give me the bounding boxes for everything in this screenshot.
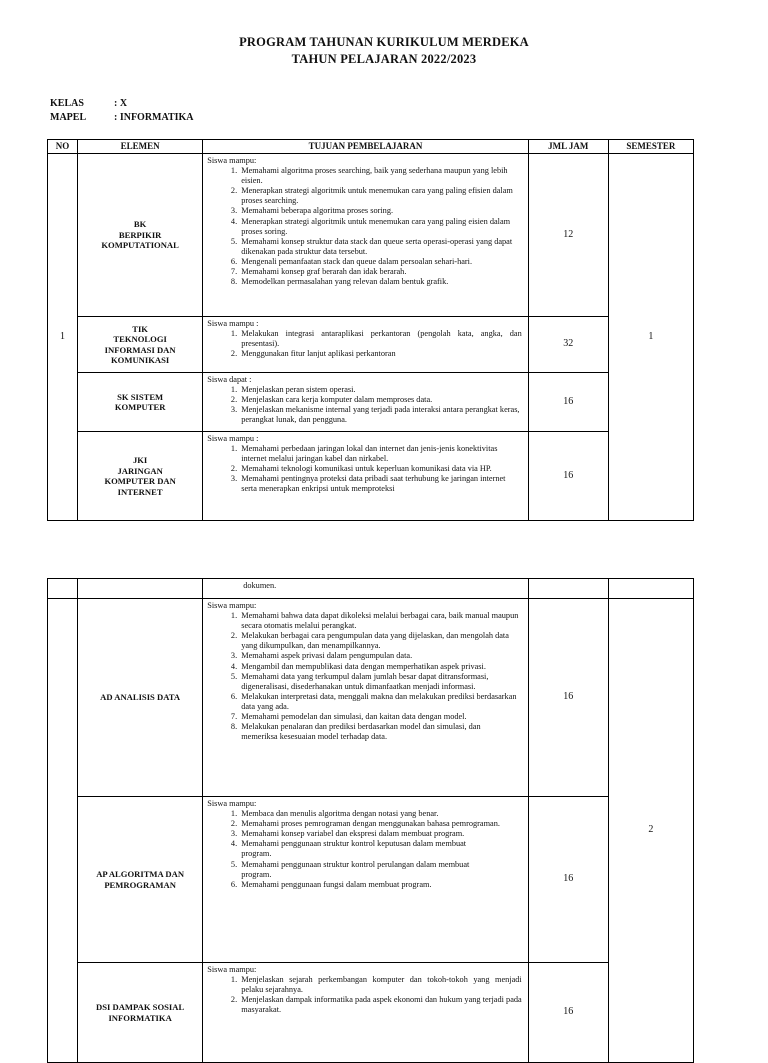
table-row: [48, 154, 694, 317]
document-subtitle: TAHUN PELAJARAN 2022/2023: [291, 52, 477, 66]
tujuan-cell: [203, 373, 529, 432]
tujuan-list-item: 2. Menerapkan strategi algoritmik untuk menemukan cara yang paling efisien dalam proses searching.: [239, 186, 522, 206]
table-row: [48, 432, 694, 521]
elemen-cell: SK SISTEM KOMPUTER: [78, 373, 203, 432]
tujuan-list-item: 3. Memahami aspek privasi dalam pengumpulan data.: [239, 651, 522, 661]
elemen-cell: JKI JARINGAN KOMPUTER DAN INTERNET: [78, 432, 203, 521]
mapel-label: MAPEL: [50, 112, 87, 123]
elemen-cell: DSI DAMPAK SOSIAL INFORMATIKA: [78, 963, 203, 1063]
row-number: 1: [48, 154, 78, 521]
tujuan-list-item: 1. Membaca dan menulis algoritma dengan notasi yang benar.: [239, 809, 522, 819]
table-row: [48, 579, 694, 599]
jml-jam-cell: 12: [528, 154, 608, 317]
tujuan-list: [207, 385, 522, 425]
tujuan-cell: [203, 963, 529, 1063]
tujuan-list-item: 4. Mengambil dan mempublikasi data dengan memperhatikan aspek privasi.: [239, 662, 522, 672]
meta-kelas: [50, 98, 127, 109]
tujuan-list-item: 7. Memahami konsep graf berarah dan idak berarah.: [239, 267, 522, 277]
table-row: [48, 963, 694, 1063]
table-row: [48, 599, 694, 797]
tujuan-intro: Siswa dapat :: [207, 375, 252, 384]
table-row: [48, 373, 694, 432]
tujuan-list-item: 1. Menjelaskan peran sistem operasi.: [239, 385, 522, 395]
tujuan-intro: Siswa mampu:: [207, 601, 257, 610]
tujuan-list-item: 1. Memahami bahwa data dapat dikoleksi melalui berbagai cara, baik manual maupun secara otomatis melalui perangkat.: [239, 611, 522, 631]
elemen-cell: TIK TEKNOLOGI INFORMASI DAN KOMUNIKASI: [78, 317, 203, 373]
elemen-cell: AD ANALISIS DATA: [78, 599, 203, 797]
elemen-cell: BK BERPIKIR KOMPUTATIONAL: [78, 154, 203, 317]
header-tujuan: TUJUAN PEMBELAJARAN: [203, 140, 529, 154]
table-row: [48, 797, 694, 963]
tujuan-list-item: 5. Memahami konsep struktur data stack dan queue serta operasi-operasi yang dapat dikenakan pada struktur data tersebut.: [239, 237, 522, 257]
tujuan-list-item: 5. Memahami penggunaan struktur kontrol perulangan dalam membuat program.: [239, 860, 522, 880]
jml-jam-cell: 16: [528, 797, 608, 963]
mapel-value: : INFORMATIKA: [114, 112, 194, 123]
program-table-page1: [47, 139, 694, 521]
tujuan-list-item: 2. Menjelaskan cara kerja komputer dalam memproses data.: [239, 395, 522, 405]
empty-cell: [528, 579, 608, 599]
tujuan-list-item: 4. Memahami penggunaan struktur kontrol keputusan dalam membuat program.: [239, 839, 522, 859]
tujuan-intro: Siswa mampu:: [207, 965, 257, 974]
tujuan-cell: [203, 154, 529, 317]
tujuan-list-item: 8. Memodelkan permasalahan yang relevan dalam bentuk grafik.: [239, 277, 522, 287]
tujuan-list-item: 1. Memahami algoritma proses searching, baik yang sederhana maupun yang lebih eisien.: [239, 166, 522, 186]
header-jml-jam: JML JAM: [528, 140, 608, 154]
tujuan-list-item: 3. Menjelaskan mekanisme internal yang terjadi pada interaksi antara perangkat keras, perangkat lunak, dan pengguna.: [239, 405, 522, 425]
document-title: PROGRAM TAHUNAN KURIKULUM MERDEKA: [239, 35, 529, 49]
tujuan-list-item: 6. Melakukan interpretasi data, menggali makna dan melakukan prediksi berdasarkan data yang ada.: [239, 692, 522, 712]
tujuan-intro: Siswa mampu :: [207, 434, 259, 443]
empty-cell: [608, 579, 693, 599]
tujuan-list-item: 3. Memahami konsep variabel dan ekspresi dalam membuat program.: [239, 829, 522, 839]
program-table-page2: [47, 578, 694, 1063]
header-elemen: ELEMEN: [78, 140, 203, 154]
tujuan-list-item: 3. Memahami beberapa algoritma proses soring.: [239, 206, 522, 216]
tujuan-cell: [203, 317, 529, 373]
jml-jam-cell: 16: [528, 373, 608, 432]
tujuan-list-item: 2. Menjelaskan dampak informatika pada aspek ekonomi dan hukum yang terjadi pada masyarakat.: [239, 995, 522, 1015]
continuation-text: dokumen.: [203, 579, 529, 599]
jml-jam-cell: 32: [528, 317, 608, 373]
empty-cell: [48, 579, 78, 599]
tujuan-list-item: 1. Melakukan integrasi antaraplikasi perkantoran (pengolah kata, angka, dan presentasi).: [239, 329, 522, 349]
tujuan-list-item: 5. Memahami data yang terkumpul dalam jumlah besar dapat ditransformasi, digeneralisasi, disederhanakan untuk dimanfaatkan menjadi informasi.: [239, 672, 522, 692]
tujuan-cell: [203, 599, 529, 797]
tujuan-cell: [203, 432, 529, 521]
tujuan-intro: Siswa mampu:: [207, 799, 257, 808]
tujuan-cell: [203, 797, 529, 963]
jml-jam-cell: 16: [528, 432, 608, 521]
tujuan-list-item: 2. Menggunakan fitur lanjut aplikasi perkantoran: [239, 349, 522, 359]
elemen-cell: AP ALGORITMA DAN PEMROGRAMAN: [78, 797, 203, 963]
tujuan-list: [207, 611, 522, 742]
tujuan-list: [207, 809, 522, 890]
tujuan-list: [207, 975, 522, 1015]
header-no: NO: [48, 140, 78, 154]
tujuan-list: [207, 444, 522, 494]
tujuan-list-item: 2. Memahami proses pemrograman dengan menggunakan bahasa pemrograman.: [239, 819, 522, 829]
table-header-row: [48, 140, 694, 154]
tujuan-list-item: 1. Memahami perbedaan jaringan lokal dan internet dan jenis-jenis konektivitas internet melalui jaringan kabel dan nirkabel.: [239, 444, 522, 464]
tujuan-intro: Siswa mampu:: [207, 156, 257, 165]
empty-no-cell: [48, 599, 78, 1063]
tujuan-list: [207, 166, 522, 287]
header-semester: SEMESTER: [608, 140, 693, 154]
tujuan-list-item: 8. Melakukan penalaran dan prediksi berdasarkan model dan simulasi, dan memeriksa kesesuaian model terhadap data.: [239, 722, 522, 742]
tujuan-list-item: 6. Mengenali pemanfaatan stack dan queue dalam persoalan sehari-hari.: [239, 257, 522, 267]
kelas-value: : X: [114, 98, 128, 109]
kelas-label: KELAS: [50, 98, 84, 109]
tujuan-list-item: 1. Menjelaskan sejarah perkembangan komputer dan tokoh-tokoh yang menjadi pelaku sejarahnya.: [239, 975, 522, 995]
table-row: [48, 317, 694, 373]
tujuan-list-item: 2. Melakukan berbagai cara pengumpulan data yang dijelaskan, dan mengolah data yang dikumpulkan, dan menampilkannya.: [239, 631, 522, 651]
tujuan-list-item: 3. Memahami pentingnya proteksi data pribadi saat terhubung ke jaringan internet serta menerapkan enkripsi untuk memproteksi: [239, 474, 522, 494]
tujuan-list-item: 6. Memahami penggunaan fungsi dalam membuat program.: [239, 880, 522, 890]
semester-cell: 1: [608, 154, 693, 521]
meta-mapel: [50, 112, 194, 123]
tujuan-list: [207, 329, 522, 359]
semester-cell: 2: [608, 599, 693, 1063]
empty-cell: [78, 579, 203, 599]
tujuan-list-item: 4. Menerapkan strategi algoritmik untuk menemukan cara yang paling eisien dalam proses soring.: [239, 217, 522, 237]
tujuan-list-item: 7. Memahami pemodelan dan simulasi, dan kaitan data dengan model.: [239, 712, 522, 722]
jml-jam-cell: 16: [528, 599, 608, 797]
jml-jam-cell: 16: [528, 963, 608, 1063]
tujuan-intro: Siswa mampu :: [207, 319, 259, 328]
tujuan-list-item: 2. Memahami teknologi komunikasi untuk keperluan komunikasi data via HP.: [239, 464, 522, 474]
